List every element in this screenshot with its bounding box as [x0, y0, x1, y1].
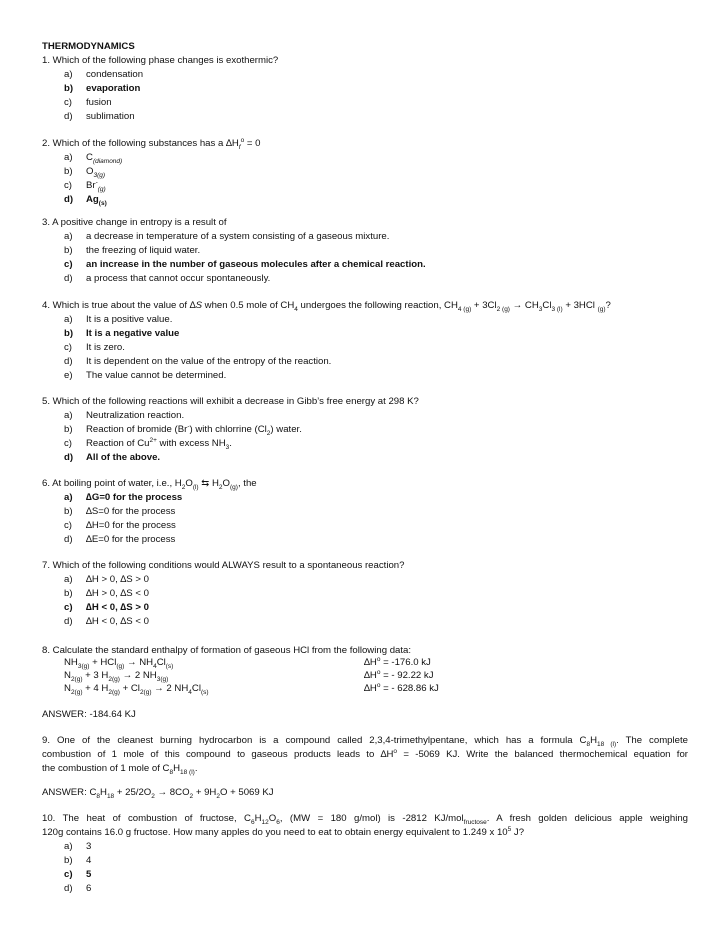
q8-enthalpy-3: $\Delta H^o$ = - 628.86 kJ — [364, 681, 439, 694]
q10-option-b: b) 4 — [64, 855, 92, 866]
q2-option-a: a) $C_{(diamond)}$ — [64, 152, 123, 165]
document-title: THERMODYNAMICS — [42, 41, 135, 52]
q6-option-b: b) ∆S=0 for the process — [64, 506, 176, 517]
question-10-line-2: 120g contains 16.0 g fructose. How many apples do you need to eat to obtain energy equivalent to 1.249 x $10^5$ J? — [42, 825, 525, 838]
q1-option-a: a) condensation — [64, 69, 144, 80]
q10-option-c: c) 5 — [64, 869, 92, 880]
q3-option-d: d) a process that cannot occur spontaneously. — [64, 273, 271, 284]
q10-option-d: d) 6 — [64, 883, 92, 894]
q8-reaction-3: $N_{2(g)} + 4$ $H_{2(g)} + Cl_{2(g)} \to 2$ $NH_4Cl_{(s)}$ $\Delta H^o$ = - 628.86 kJ — [64, 681, 439, 696]
q5-option-a: a) Neutralization reaction. — [64, 410, 185, 421]
q6-option-c: c) ∆H=0 for the process — [64, 520, 176, 531]
q8-answer: ANSWER: -184.64 KJ — [42, 709, 136, 720]
q4-option-a: a) It is a positive value. — [64, 314, 173, 325]
q9-answer: ANSWER: $C_8H_{18} + 25/2O_2 \to 8CO_2 + 9H_2O + 5069$ KJ — [42, 787, 274, 800]
q5-option-d: d) All of the above. — [64, 452, 161, 463]
question-5: 5. Which of the following reactions will exhibit a decrease in Gibb’s free energy at 298 K? — [42, 396, 419, 407]
q3-option-b: b) the freezing of liquid water. — [64, 245, 201, 256]
q3-option-c: c) an increase in the number of gaseous molecules after a chemical reaction. — [64, 259, 426, 270]
question-8: 8. Calculate the standard enthalpy of formation of gaseous HCl from the following data: — [42, 645, 412, 656]
question-1: 1. Which of the following phase changes is exothermic? — [42, 55, 279, 66]
q4-option-b: b) It is a negative value — [64, 328, 180, 339]
q6-option-a: a) ∆G=0 for the process — [64, 492, 183, 503]
q7-option-b: b) ∆H > 0, ∆S < 0 — [64, 588, 149, 599]
q8-enthalpy-1: $\Delta H^o = -176.0$ kJ — [364, 655, 431, 668]
q4-option-c: c) It is zero. — [64, 342, 125, 353]
q5-option-c: c) Reaction of $Cu^{2+}$ with excess $NH_3$. — [64, 436, 232, 451]
q8-reaction-2: $N_{2(g)} + 3$ $H_{2(g)} \to 2$ $NH_{3(g)}$ $\Delta H^o$ = - 92.22 kJ — [64, 668, 434, 683]
q2-option-c: c) $Br^-_{(g)}$ — [64, 178, 106, 193]
q2-option-d: d) $Ag_{(s)}$ — [64, 194, 107, 207]
q10-option-a: a) 3 — [64, 841, 92, 852]
q1-option-d: d) sublimation — [64, 111, 135, 122]
q5-option-b: b) Reaction of bromide (Br-) with chlorrine $(Cl_2)$ water. — [64, 422, 302, 437]
q2-option-b: b) $O_{3(g)}$ — [64, 166, 106, 179]
q7-option-c: c) ∆H < 0, ∆S > 0 — [64, 602, 149, 613]
question-9-line-1: 9. One of the cleanest burning hydrocarbon is a compound called 2,3,4-trimethylpentane, which has a formula $C_8H_{18 (l)}$. The complete — [42, 735, 688, 748]
question-7: 7. Which of the following conditions would ALWAYS result to a spontaneous reaction? — [42, 560, 405, 571]
question-9-line-3: the combustion of 1 mole of $C_8H_{18 (l)}$. — [42, 763, 198, 776]
q1-option-b: b) evaporation — [64, 83, 141, 94]
question-2: 2. Which of the following substances has a $\Delta H_f^o = 0$ — [42, 136, 261, 151]
question-9-line-2: combustion of 1 mole of this compound to gaseous products leads to $\Delta H^o = -5069$ KJ. Write the balanced thermochemical equation for — [42, 747, 688, 760]
question-4: 4. Which is true about the value of ∆S when 0.5 mole of $CH_4$ undergoes the following reaction, $CH_{4 (g)} + 3Cl_{2 (g)} \to CH_3Cl_{3 (l)} + 3HCl$ $_{(g)}$? — [42, 300, 611, 313]
q3-option-a: a) a decrease in temperature of a system consisting of a gaseous mixture. — [64, 231, 390, 242]
q8-reaction-1: $NH_{3(g)} + HCl_{(g)} \to NH_4Cl_{(s)}$ $\Delta H^o = -176.0$ kJ — [64, 655, 431, 670]
q4-option-e: e) The value cannot be determined. — [64, 370, 227, 381]
question-3: 3. A positive change in entropy is a result of — [42, 217, 227, 228]
q4-option-d: d) It is dependent on the value of the entropy of the reaction. — [64, 356, 332, 367]
q8-enthalpy-2: $\Delta H^o$ = - 92.22 kJ — [364, 668, 434, 681]
q1-option-c: c) fusion — [64, 97, 112, 108]
q6-option-d: d) ∆E=0 for the process — [64, 534, 176, 545]
q7-option-a: a) ∆H > 0, ∆S > 0 — [64, 574, 149, 585]
question-10-line-1: 10. The heat of combustion of fructose, $C_6H_{12}O_6$, (MW = 180 g/mol) is -2812 KJ/mol$_{fructose}$. A fresh golden delicious apple weighing — [42, 813, 688, 826]
q7-option-d: d) ∆H < 0, ∆S < 0 — [64, 616, 149, 627]
question-6: 6. At boiling point of water, i.e., $H_2O_{(l)}$ ⇆ $H_2O_{(g)}$, the — [42, 478, 257, 491]
